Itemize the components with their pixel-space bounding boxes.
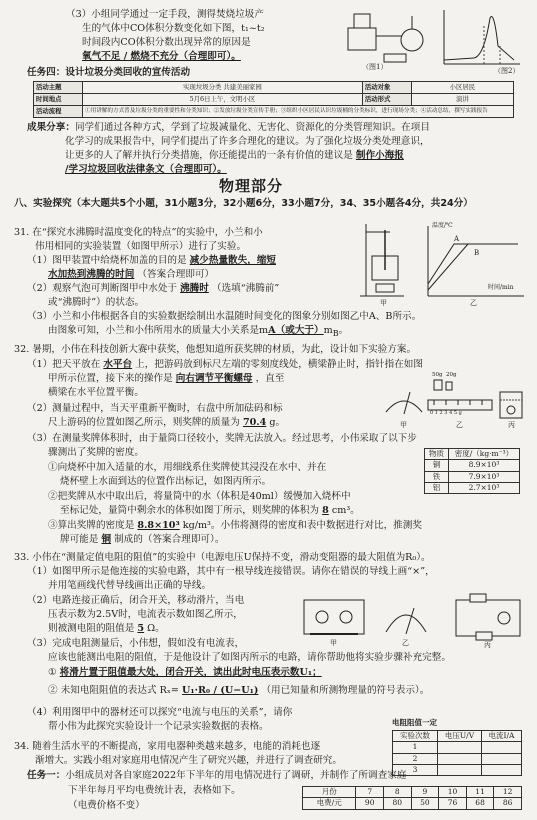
q33-p3-step2 [48,684,429,698]
q33-fig-yi: 乙 [402,639,409,647]
fee-table-header: 月份 [303,787,356,798]
activity-table-cell: 实现垃圾分类 共建美丽家园 [83,82,363,94]
fig1-label: （图1） [362,63,388,71]
q32-p1-text-b: 上，把游码放到标尺左端的零刻度线处，横梁静止时，指针指在如图 [135,359,423,370]
q32-step3-line2 [60,533,224,547]
q34-task1-text: 小组成员对各自家庭2022年下半年的用电情况进行了调研，并制作了所调查家庭 [65,770,407,781]
q31-p1-note: （答案合理即可） [137,269,215,280]
activity-table-cell: 活动对象 [362,82,411,94]
q32-p3-line1: （3）在测量奖牌体积时，由于量筒口径较小，奖牌无法放入。经过思考，小伟采取了以下步 [27,433,417,444]
q32-step1-line2: 烧杯壁上水面到达的位置作出标记，如图丙所示。 [60,476,272,487]
q33-step2-text: 未知电阻阻值的表达式 Rₓ= [60,685,179,696]
q32-step3-line1 [48,519,422,533]
q31-p1-text: （1）图甲装置中给烧杯加盖的目的是 [27,255,187,266]
fee-table-header: 9 [411,787,439,798]
q31-fig-jia: 甲 [380,299,387,307]
q33-step1-answer: 将滑片置于阻值最大处，闭合开关，读出此时电压表示数U₁； [59,667,322,678]
q3-line-2: 生的气体中CO体积分数变化如下图，t₁~t₂ [82,23,265,34]
q33-step2-answer: U₁·R₀ / (U−U₁) [182,685,259,696]
q31-p1-answer-b: 水加热到沸腾的时间 [48,269,135,280]
q33-step2-post: （用已知量和所测物理量的符号表示）。 [261,685,430,696]
activity-table-cell: 时间地点 [34,94,83,106]
q34-task1-line3: （电费价格不变） [68,800,145,811]
q32-step2-answer: 8 [322,505,329,516]
q31-p3-post: m [323,325,333,336]
q33-p2-line2: 压表示数为2.5V时，电流表示数如图乙所示， [48,609,243,620]
q33-fig-jia: 甲 [330,639,337,647]
q32-p1-text-d: ，直至 [255,373,285,384]
fee-table-cell: 80 [384,798,412,809]
density-table-cell: 铁 [425,471,449,482]
q32-step3-answer-b: 铜 [101,534,112,545]
q32-line-intro: 32. 暑期，小伟在科技创新大赛中获奖，他想知道所获奖牌的材质，为此，设计如下实验方案。 [14,344,417,355]
task4-title: 任务四：设计垃圾分类回收的宣传活动 [27,67,191,78]
q31-p2 [27,282,279,296]
q33-step1-num: ① [48,667,57,678]
q32-p1-answer-a: 水平台 [103,359,133,370]
q33-p1-line1: （1）如图甲所示是他连接的实验电路，其中有一根导线连接错误。请你在错误的导线上画“×”， [27,566,435,577]
fig2-label: （图2） [494,67,520,75]
fee-table-cell: 50 [411,798,439,809]
q32-p1-text-c: 甲所示位置，接下来的操作是 [48,373,173,384]
fee-table-cell: 68 [466,798,494,809]
activity-table-cell: 活动形式 [362,94,411,106]
q33-step2-num: ② [48,685,58,696]
q32-p1-line3: 横梁在水平位置平衡。 [48,387,144,398]
result-answer-2: /学习垃圾回收法律条文（合理即可）。 [65,164,227,175]
activity-table-cell: 小区居民 [411,82,513,94]
q31-p2-post: （选填“沸腾前” [211,283,280,294]
activity-table-cell: 活动主题 [34,82,83,94]
q32-step2-text: 至标记处，量筒中剩余水的体积如图丁所示，则奖牌的体积为 [60,505,320,516]
q31-p1-answer-a: 减少热量散失，缩短 [189,255,277,266]
q34-task1-line1 [27,769,406,783]
result-text-3: 让更多的人了解并执行分类措施，你还能提出的一条有价值的建议是 [65,150,353,161]
activity-table-cell: ①用讲解的方式普及垃圾分类的重要性和分类知识；②发放垃圾分类宣传手册；③组织小区居民认识垃圾桶的分类标识，进行现场分类；④活动总结，撰写实践报告 [83,106,514,118]
q34-line-2: 渐增大。实践小组对家庭用电情况产生了研究兴趣，并进行了调查研究。 [35,755,342,766]
q32-p2-unit: g。 [269,417,286,428]
q32-p1-line1 [27,358,423,372]
q33-p1-line2: 并用笔画线代替导线画出正确的导线。 [48,580,212,591]
record-table-cell [437,742,481,753]
q3-line-1: （3）小组同学通过一定手段，测得焚烧垃圾产 [66,9,264,20]
record-table-cell [482,764,522,775]
q34-line-1: 34. 随着生活水平的不断提高，家用电器种类越来越多，电能的消耗也逐 [14,741,321,752]
q33-p2-unit: Ω。 [147,623,165,634]
q34-task1-line2: 下半年每月平均电费统计表，表格如下。 [68,785,241,796]
q32-p1-text-a: （1）把天平放在 [27,359,101,370]
q32-step2-unit: cm³。 [331,505,360,516]
activity-table [33,81,514,118]
q31-p2-line2: 或“沸腾时”）的状态。 [48,297,145,308]
record-table-header: 实验次数 [393,731,438,742]
q33-p2-answer: 5 [137,623,145,634]
q31-p3-line1: （3）小兰和小伟根据各自的实验数据绘制出水温随时间变化的图象分别如图乙中A、B所示。 [27,311,422,322]
record-table-cell: 1 [393,742,438,753]
density-table [424,448,520,494]
q32-p1-answer-b: 向右调节平衡螺母 [175,373,253,384]
q33-figure [300,590,526,648]
q31-p3-answer: A（或大于） [268,325,324,336]
density-table-cell: 8.9×10³ [448,460,519,471]
activity-table-cell: 演讲 [411,94,513,106]
q34-task1-label: 任务一： [27,770,66,781]
q32-step1-line1: ①向烧杯中加入适量的水，用细线系住奖牌使其浸没在水中、并在 [48,462,327,473]
q32-figure [382,372,530,434]
fee-table-cell: 90 [356,798,384,809]
fee-table-header: 7 [356,787,384,798]
q32-step2-line1: ②把奖牌从水中取出后，将量筒中的水（体积是40ml）缓慢加入烧杯中 [48,491,351,502]
q33-fig-bing: 丙 [484,641,491,649]
q31-p3-text: 由图象可知，小兰和小伟所用水的质量大小关系是m [48,325,269,336]
q31-p1-line2 [48,268,214,282]
q32-step3-answer: 8.8×10³ [137,520,180,531]
q32-fig-scale: 0 1 2 3 4 5 g [430,410,462,416]
q31-line-2: 伟用相同的实验装置（如图甲所示）进行了实验。 [35,241,247,252]
physics-section-heading: 八、实验探究（本大题共5个小题，31小题3分，32小题6分，33小题7分，34、35小题各4分，共24分） [14,198,473,209]
q3-line-3: 时间段内CO体积分数出现异常的原因是 [82,37,251,48]
fee-table-header: 8 [384,787,412,798]
record-table-cell [437,753,481,764]
q32-p3-line2: 骤测出了奖牌的密度。 [48,447,144,458]
q33-line-intro: 33. 小伟在“测量定值电阻的阻值”的实验中（电源电压U保持不变，滑动变阻器的最大阻值为R₀）。 [14,552,431,563]
density-table-cell: 铝 [425,482,449,493]
q32-step3-text-d: 制成的（答案合理即可）。 [114,534,225,545]
result-lead: 成果分享： [27,122,75,133]
record-table [392,730,522,776]
activity-table-cell: 活动流程 [34,106,83,118]
q33-p2-text: 则被测电阻的阻值是 [48,623,135,634]
fee-table-cell: 86 [494,798,522,809]
q31-fig-yi: 乙 [470,299,477,307]
q32-p2-line1: （2）测量过程中，当天平重新平衡时，右盘中所加砝码和标 [27,403,283,414]
record-table-header: 电压U/V [437,731,481,742]
record-table-header: 电流I/A [482,731,522,742]
q31-line-1: 31. 在“探究水沸腾时温度变化的特点”的实验中，小兰和小 [14,227,263,238]
co-figure [344,6,524,74]
result-line-1 [27,121,430,135]
q32-step3-text: ③算出奖牌的密度是 [48,520,135,531]
q3-answer: 氧气不足 / 燃烧不充分（合理即可）。 [82,51,241,62]
record-table-cell: 3 [393,764,438,775]
q32-fig-yi: 乙 [456,421,463,429]
q32-step3-text-c: 牌可能是 [60,534,99,545]
q32-fig-jia: 甲 [400,421,407,429]
q33-p2-line1: （2）电路连接正确后，闭合开关，移动滑片，当电 [27,595,245,606]
q33-p3-line2: 应该也能测出电阻的阻值，于是他设计了如图丙所示的电路，请你帮助他将实验步骤补充完整。 [48,652,451,663]
q32-p2-text: 尺上游码的位置如图乙所示，则奖牌的质量为 [48,417,240,428]
q33-p3-line1: （3）完成电阻测量后，小伟想，假如没有电流表， [27,638,245,649]
record-table-cell: 2 [393,753,438,764]
density-table-header: 物质 [425,449,449,460]
fee-table [302,786,522,810]
q31-p2-answer: 沸腾时 [180,283,209,294]
record-table-cell [482,753,522,764]
q32-step2-line2 [60,504,360,518]
q32-p2-line2 [48,416,285,430]
q32-fig-w2: 20g [446,372,457,378]
density-table-cell: 铜 [425,460,449,471]
density-table-cell: 2.7×10³ [448,482,519,493]
record-table-title: 电阻阻值一定 [392,718,437,727]
q33-p4-line1: （4）利用图甲中的器材还可以探究“电流与电压的关系”，请你 [27,707,293,718]
q31-fig-time-axis: 时间/min [488,284,514,291]
fee-table-header: 12 [494,787,522,798]
q32-p1-line2 [48,372,284,386]
physics-title: 物理部分 [219,177,284,195]
record-table-cell [437,764,481,775]
q31-fig-a: A [454,235,460,243]
boiling-apparatus-and-graph [358,222,528,306]
fee-table-header: 11 [466,787,494,798]
q32-fig-w1: 50g [432,372,443,378]
activity-table-cell: 5月6日上午，文明小区 [83,94,363,106]
fee-table-cell: 电费/元 [303,798,356,809]
q32-step3-text-b: kg/m³。小伟将测得的密度和表中数据进行对比，推测奖 [182,520,422,531]
q33-p2-line3 [48,622,165,636]
q31-fig-b: B [474,249,480,257]
q33-p3-step1 [48,666,322,680]
q33-p4-line2: 帮小伟为此探究实验设计一个记录实验数据的表格。 [48,721,269,732]
q31-p1 [27,254,276,268]
q31-figure [358,222,528,306]
q31-p3-line2: 由图象可知，小兰和小伟所用水的质量大小关系是mA（或大于）$m_B$。 [48,325,349,338]
density-table-cell: 7.9×10³ [448,471,519,482]
result-text-1: 同学们通过各种方式，学到了垃圾减量化、无害化、资源化的分类管理知识。在项目 [74,122,430,133]
q31-p2-text: （2）观察气泡可判断图甲中水处于 [27,283,178,294]
record-table-cell [482,742,522,753]
result-line-3 [65,149,404,163]
q31-fig-t-axis: 温度/℃ [432,222,453,229]
result-line-2: 化学习的成果报告中，同学们提出了许多合理化的建议。为了强化垃圾分类处理意识， [65,136,430,147]
fee-table-header: 10 [439,787,467,798]
q32-fig-bing: 丙 [508,421,515,429]
result-answer-1: 制作小海报 [355,150,404,161]
q32-p2-answer: 70.4 [242,417,267,428]
density-table-header: 密度/（kg·m⁻³） [448,449,519,460]
fee-table-cell: 76 [439,798,467,809]
